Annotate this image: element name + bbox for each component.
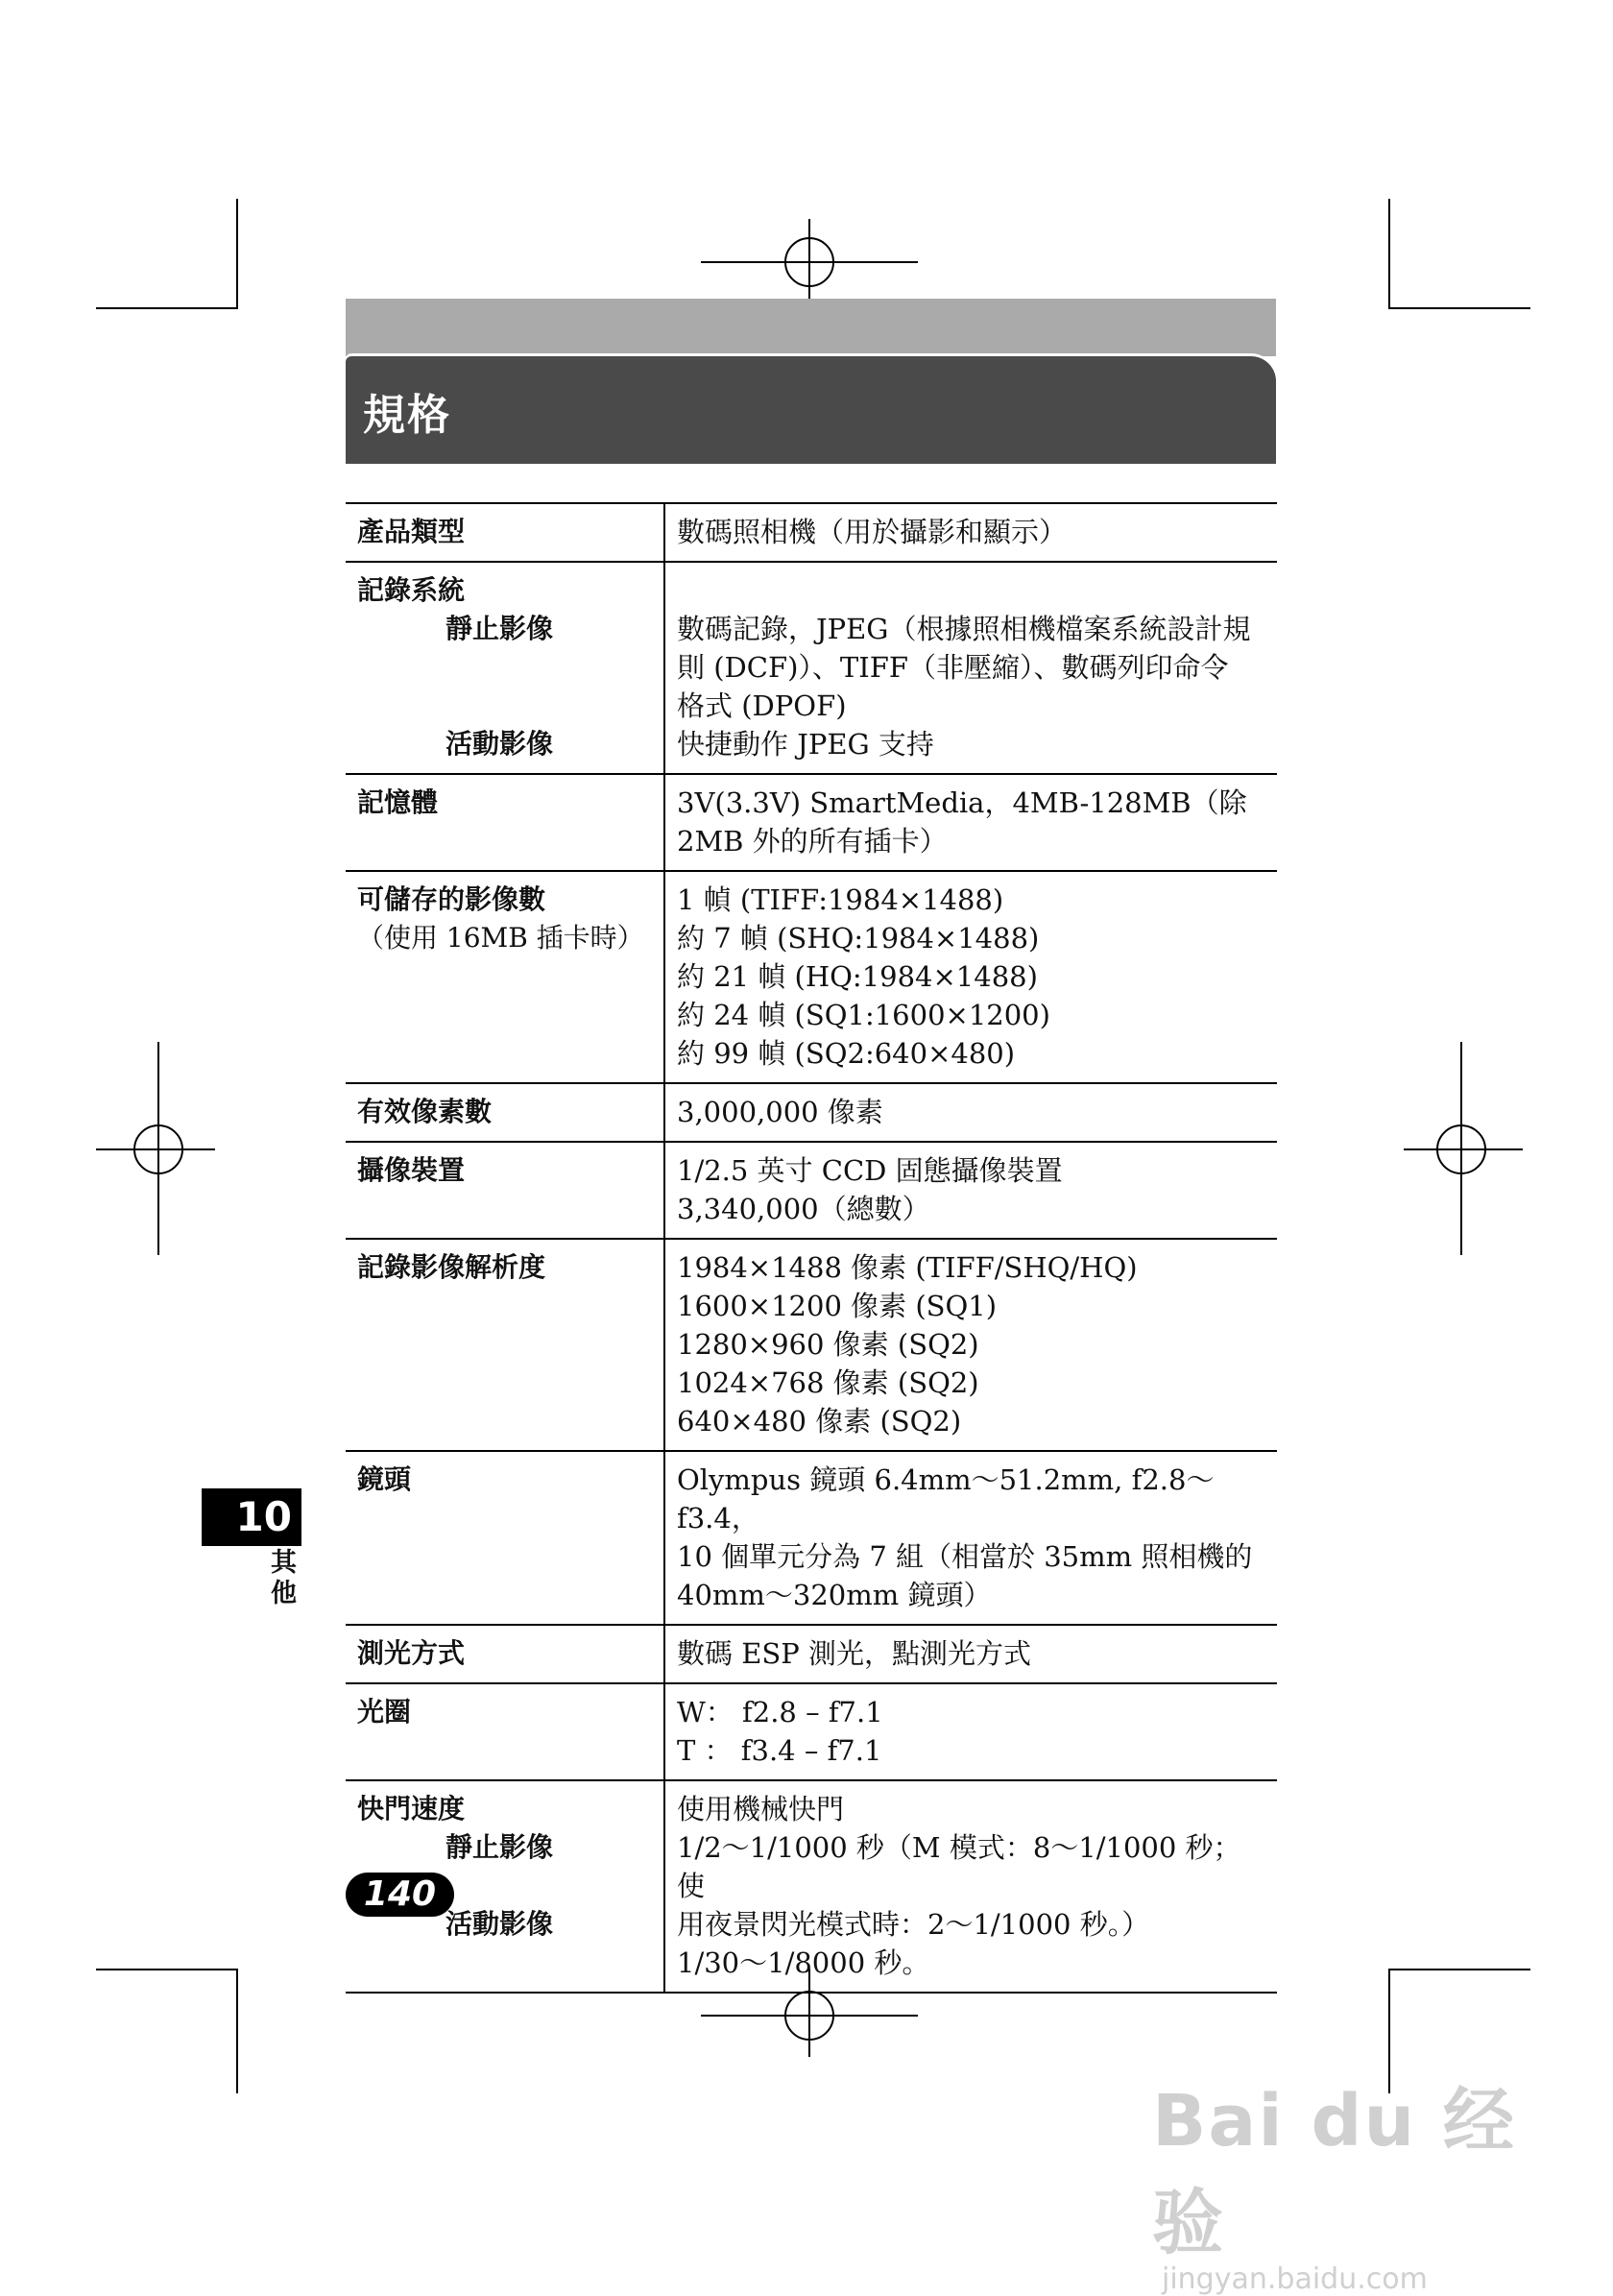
spec-label-cell — [346, 562, 664, 774]
spec-label: 記錄影像解析度 — [346, 1239, 664, 1451]
watermark-logo — [1152, 2065, 1555, 2296]
spec-value-line: 40mm～320mm 鏡頭） — [677, 1579, 992, 1611]
table-row — [346, 1625, 1277, 1683]
registration-circle-icon — [133, 1124, 183, 1174]
spec-value-line: T ： f3.4 – f7.1 — [677, 1734, 882, 1767]
spec-value-cell — [664, 1239, 1277, 1451]
spec-value-line: 3V(3.3V) SmartMedia，4MB-128MB（除 — [677, 786, 1247, 819]
crop-mark — [1388, 1969, 1530, 1970]
chapter-number: 10 — [202, 1488, 301, 1546]
spec-value-line: 640×480 像素 (SQ2) — [677, 1405, 962, 1438]
spec-value-line: 1 幀 (TIFF:1984×1488) — [677, 883, 1004, 916]
table-row — [346, 1239, 1277, 1451]
spec-label: 攝像裝置 — [346, 1142, 664, 1239]
table-row — [346, 1683, 1277, 1780]
spec-value: 數碼照相機（用於攝影和顯示） — [664, 503, 1277, 562]
spec-value-line: Olympus 鏡頭 6.4mm～51.2mm, f2.8～f3.4， — [677, 1463, 1215, 1535]
watermark-url: jingyan.baidu.com — [1162, 2262, 1428, 2296]
crop-mark — [236, 199, 238, 309]
spec-value-cell — [664, 1780, 1277, 1993]
spec-table — [346, 502, 1277, 1994]
spec-value-line: 1280×960 像素 (SQ2) — [677, 1328, 979, 1361]
page-number: 140 — [346, 1873, 454, 1917]
spec-value-line: 則 (DCF)）、TIFF（非壓縮）、數碼列印命令 — [677, 651, 1229, 684]
spec-value-line: 1024×768 像素 (SQ2) — [677, 1366, 979, 1399]
table-row — [346, 562, 1277, 774]
crop-mark — [96, 307, 238, 309]
spec-value-cell — [664, 1683, 1277, 1780]
table-row — [346, 774, 1277, 871]
spec-label: 鏡頭 — [346, 1451, 664, 1625]
header-band — [346, 299, 1276, 356]
crop-mark — [96, 1969, 238, 1970]
spec-value-line: 使用機械快門 — [677, 1793, 845, 1825]
spec-value-line: 10 個單元分為 7 組（相當於 35mm 照相機的 — [677, 1540, 1253, 1573]
header-tab — [346, 356, 1276, 464]
table-row — [346, 1083, 1277, 1142]
chapter-label-line: 他 — [271, 1579, 297, 1608]
spec-value-cell — [664, 774, 1277, 871]
spec-value-cell — [664, 871, 1277, 1083]
chapter-label-line: 其 — [271, 1548, 297, 1578]
registration-circle-icon — [784, 237, 834, 287]
crop-mark — [236, 1969, 238, 2093]
spec-sublabel: 靜止影像 — [445, 613, 554, 644]
spec-value-line: 數碼記錄，JPEG（根據照相機檔案系統設計規 — [677, 613, 1251, 645]
spec-label: 快門速度 — [357, 1793, 466, 1825]
registration-circle-icon — [784, 1991, 834, 2041]
spec-value-cell — [664, 1142, 1277, 1239]
spec-value-cell — [664, 562, 1277, 774]
spec-label-cell — [346, 871, 664, 1083]
spec-value: 數碼 ESP 測光，點測光方式 — [664, 1625, 1277, 1683]
spec-value-line: 格式 (DPOF) — [677, 689, 847, 722]
spec-value-line: 約 21 幀 (HQ:1984×1488) — [677, 960, 1038, 993]
spec-value-line: W： f2.8 – f7.1 — [677, 1696, 883, 1728]
spec-note: （使用 16MB 插卡時） — [357, 922, 644, 954]
spec-value-cell — [664, 1451, 1277, 1625]
spec-value-line: 1/2.5 英寸 CCD 固態攝像裝置 — [677, 1154, 1063, 1187]
spec-value-line: 1/30～1/8000 秒。 — [677, 1946, 930, 1979]
table-row — [346, 1451, 1277, 1625]
table-row — [346, 503, 1277, 562]
spec-label: 測光方式 — [346, 1625, 664, 1683]
spec-label: 記錄系統 — [357, 574, 466, 606]
spec-value-line: 用夜景閃光模式時：2～1/1000 秒。） — [677, 1908, 1150, 1941]
table-row — [346, 1142, 1277, 1239]
watermark-brand: Bai du 经验 — [1152, 2080, 1516, 2264]
spec-label: 可儲存的影像數 — [357, 883, 546, 915]
spec-sublabel: 活動影像 — [445, 728, 554, 760]
registration-circle-icon — [1436, 1124, 1486, 1174]
spec-label: 產品類型 — [346, 503, 664, 562]
crop-mark — [1388, 199, 1390, 309]
crop-mark — [1388, 307, 1530, 309]
spec-value-line: 約 99 幀 (SQ2:640×480) — [677, 1037, 1016, 1070]
spec-label: 光圈 — [346, 1683, 664, 1780]
spec-label: 有效像素數 — [346, 1083, 664, 1142]
spec-value-line: 1600×1200 像素 (SQ1) — [677, 1290, 998, 1322]
spec-value-line: 約 24 幀 (SQ1:1600×1200) — [677, 999, 1050, 1031]
spec-value-line: 1984×1488 像素 (TIFF/SHQ/HQ) — [677, 1251, 1138, 1284]
spec-value-line: 3,340,000（總數） — [677, 1193, 930, 1225]
spec-label: 記憶體 — [346, 774, 664, 871]
spec-value-line: 快捷動作 JPEG 支持 — [677, 728, 934, 761]
page-title: 規格 — [363, 391, 451, 440]
chapter-label — [271, 1548, 305, 1609]
spec-value-line: 約 7 幀 (SHQ:1984×1488) — [677, 922, 1040, 955]
table-row — [346, 871, 1277, 1083]
spec-value-line: 2MB 外的所有插卡） — [677, 825, 948, 858]
spec-value: 3,000,000 像素 — [664, 1083, 1277, 1142]
table-row — [346, 1780, 1277, 1993]
spec-sublabel: 活動影像 — [445, 1908, 554, 1940]
spec-sublabel: 靜止影像 — [445, 1831, 554, 1863]
spec-value-line: 1/2～1/1000 秒（M 模式：8～1/1000 秒；使 — [677, 1831, 1241, 1902]
